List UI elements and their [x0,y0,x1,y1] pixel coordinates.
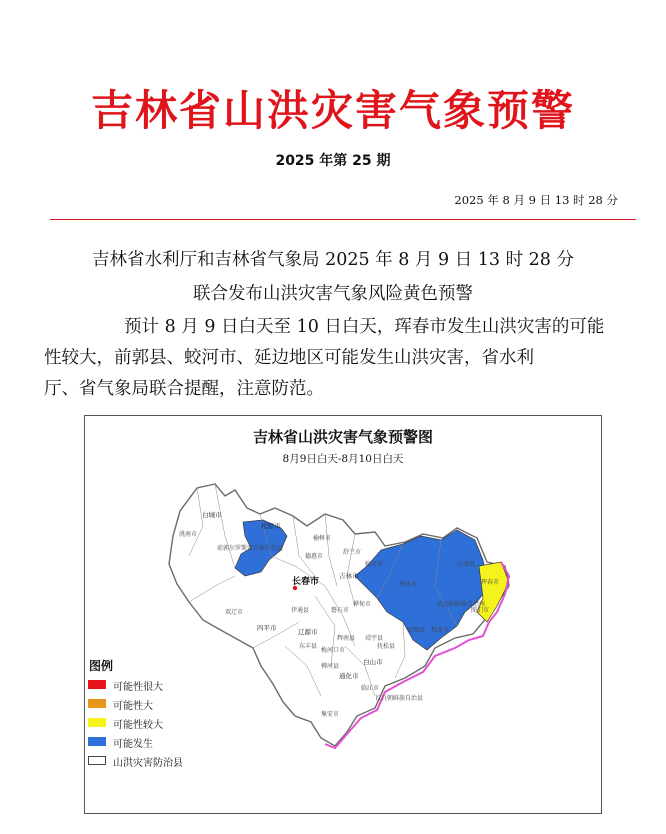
label-meihekou: 梅河口市 [321,647,346,654]
notice-body-line-3: 厅、省气象局联合提醒，注意防范。 [44,379,324,399]
label-dongfeng: 东丰县 [299,643,318,650]
notice-line-1: 吉林省水利厅和吉林省气象局 2025 年 8 月 9 日 13 时 28 分 [92,250,574,270]
label-jingyu: 靖宇县 [365,635,384,642]
label-baicheng: 白城市 [202,511,222,519]
label-huinan: 辉南县 [337,635,356,642]
label-qianguo: 前郭尔罗斯蒙古族自治县 [217,545,284,552]
label-hunchun: 珲春市 [481,579,500,586]
notice-body [44,312,628,405]
label-liuhe: 柳河县 [321,663,340,670]
label-shuangliao: 双辽市 [225,609,244,616]
notice-body-line-1: 预计 8 月 9 日白天至 10 日白天，珲春市发生山洪灾害的可能 [124,317,605,337]
label-shulan: 舒兰市 [343,549,362,556]
label-yanbian: 延边朝鲜族自治州 [437,601,486,608]
label-panshi: 磐石市 [331,607,350,614]
map-title: 吉林省山洪灾害气象预警图 [252,428,433,446]
label-tonghua: 通化市 [339,672,359,680]
label-changchun: 长春市 [292,577,320,587]
notice-line-2: 联合发布山洪灾害气象风险黄色预警 [193,284,473,304]
issue-timestamp: 2025 年 8 月 9 日 13 时 28 分 [454,193,618,207]
label-huadian: 桦甸市 [353,601,372,608]
map-subtitle: 8月9日白天-8月10日白天 [282,453,404,465]
label-helong: 和龙市 [431,627,450,634]
legend-swatch-orange [88,699,106,708]
label-siping: 四平市 [257,624,277,632]
legend-swatch-red [88,680,106,689]
label-songyuan: 松原市 [261,522,281,530]
label-taonan: 洮南市 [179,531,198,538]
label-liaoyuan: 辽源市 [298,628,318,636]
label-tumen: 图们市 [471,607,490,614]
legend-title: 图例 [89,659,114,673]
legend-swatch-blue [88,737,106,746]
label-baishan: 白山市 [363,658,383,666]
label-yushu: 榆树市 [313,535,332,542]
label-fusong: 抚松县 [377,643,396,650]
label-linjiang: 临江市 [361,685,380,692]
document-title: 吉林省山洪灾害气象预警 [90,86,575,135]
warning-map: 吉林省山洪灾害气象预警图 8月9日白天-8月10日白天 白城市 松原市 长春市 吉林市 四平市 辽源市 通化市 白山市 延边朝鲜族自治州 珲春市 敦化市 安图县 和龙市 汪清县 蛟河市 舒兰市 桦甸市 磐石市 榆树市 前郭尔罗斯蒙古族自治县 图们市 长白朝鲜族自治县 集安市 临江市 抚松县 靖宇县 辉南县 梅河口市 柳河县 洮南市 双辽市 东丰县 伊通县 德惠市 图例 可能性很大 可能性大 可能性较大 可能发生 山洪灾害防治县 [84,415,602,814]
label-yitong: 伊通县 [291,607,310,614]
label-jiaohe: 蛟河市 [365,561,384,568]
issue-number: 2025 年第 25 期 [275,153,391,169]
label-dehui: 德惠市 [305,553,324,560]
legend-swatch-yellow [88,718,106,727]
red-divider [50,219,636,220]
label-jilin: 吉林市 [339,572,359,580]
label-antu: 安图县 [407,627,426,634]
label-jian: 集安市 [321,711,340,718]
legend-swatch-white [88,756,106,765]
notice-body-line-2: 性较大，前郭县、蛟河市、延边地区可能发生山洪灾害，省水利 [44,348,534,368]
label-wangqing: 汪清县 [457,561,476,568]
label-changbai: 长白朝鲜族自治县 [375,695,424,702]
label-dunhua: 敦化市 [399,581,418,588]
